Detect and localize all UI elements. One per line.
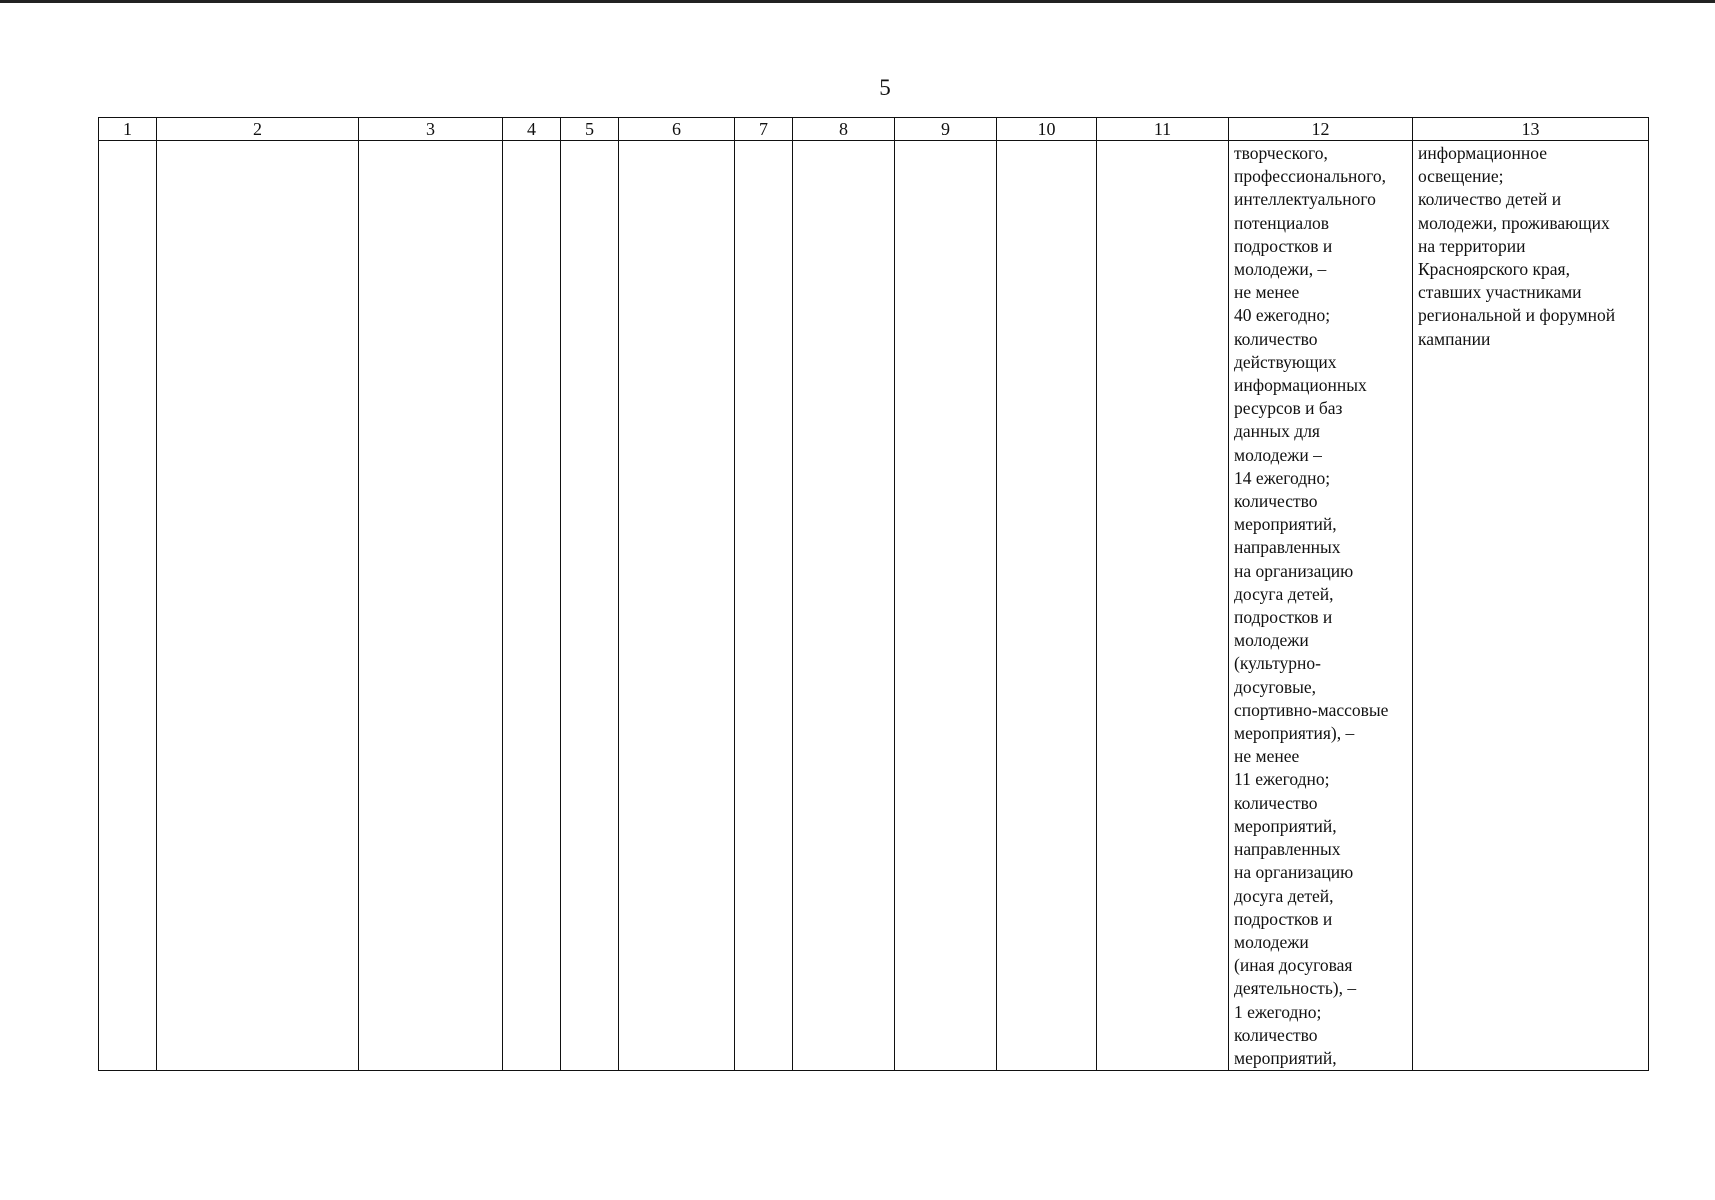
cell-col-2	[157, 141, 359, 1071]
cell-col-6	[619, 141, 735, 1071]
text-line: профессионального,	[1234, 166, 1387, 187]
text-line: спортивно-массовые	[1234, 699, 1389, 720]
text-line: (культурно-	[1234, 653, 1321, 674]
text-line: мероприятий,	[1234, 815, 1337, 836]
page-number: 5	[879, 75, 891, 100]
column-number-row	[99, 118, 1649, 141]
text-line: молодежи, проживающих	[1418, 212, 1610, 233]
column-header-8: 8	[793, 118, 895, 141]
text-line: на организацию	[1234, 862, 1354, 883]
cell-col-12	[1229, 141, 1413, 1071]
text-line: подростков и	[1234, 908, 1333, 929]
text-line: направленных	[1234, 537, 1341, 558]
text-line: подростков и	[1234, 235, 1333, 256]
text-line: мероприятий,	[1234, 1047, 1337, 1068]
text-line: 11 ежегодно;	[1234, 769, 1330, 790]
cell-col-7	[735, 141, 793, 1071]
text-line: творческого,	[1234, 143, 1328, 163]
text-line: молодежи	[1234, 931, 1309, 952]
column-header-12: 12	[1229, 118, 1413, 141]
cell-col-4	[503, 141, 561, 1071]
text-line: на территории	[1418, 235, 1526, 256]
text-line: не менее	[1234, 282, 1300, 303]
column-header-3: 3	[359, 118, 503, 141]
text-line: направленных	[1234, 839, 1341, 860]
column-header-5: 5	[561, 118, 619, 141]
text-line: на организацию	[1234, 560, 1354, 581]
cell-col-11	[1097, 141, 1229, 1071]
text-line: кампании	[1418, 328, 1491, 349]
text-line: информационных	[1234, 375, 1367, 396]
text-line: количество	[1234, 491, 1318, 512]
text-line: не менее	[1234, 746, 1300, 767]
text-line: досуговые,	[1234, 676, 1317, 697]
text-line: информационное	[1418, 143, 1547, 163]
text-line: данных для	[1234, 421, 1320, 442]
column-header-13: 13	[1413, 118, 1649, 141]
text-line: ресурсов и баз	[1234, 398, 1343, 419]
text-line: мероприятия), –	[1234, 723, 1355, 744]
text-line: молодежи –	[1234, 444, 1322, 465]
text-line: досуга детей,	[1234, 583, 1334, 604]
text-line: досуга детей,	[1234, 885, 1334, 906]
column-header-7: 7	[735, 118, 793, 141]
cell-col-5	[561, 141, 619, 1071]
cell-col-10	[997, 141, 1097, 1071]
text-line: региональной и форумной	[1418, 305, 1616, 326]
text-line: ставших участниками	[1418, 282, 1582, 303]
cell-col-3	[359, 141, 503, 1071]
column-header-11: 11	[1097, 118, 1229, 141]
column-header-2: 2	[157, 118, 359, 141]
column-header-1: 1	[99, 118, 157, 141]
text-line: мероприятий,	[1234, 514, 1337, 535]
text-line: интеллектуального	[1234, 189, 1376, 210]
text-line: действующих	[1234, 351, 1337, 372]
text-line: Красноярского края,	[1418, 259, 1570, 280]
text-line: количество	[1234, 1024, 1318, 1045]
text-line: подростков и	[1234, 607, 1333, 628]
text-line: количество	[1234, 792, 1318, 813]
text-line: молодежи, –	[1234, 259, 1327, 280]
text-line: освещение;	[1418, 166, 1504, 187]
column-header-10: 10	[997, 118, 1097, 141]
column-header-4: 4	[503, 118, 561, 141]
text-line: молодежи	[1234, 630, 1309, 651]
cell-col-9	[895, 141, 997, 1071]
text-line: 14 ежегодно;	[1234, 467, 1331, 488]
text-line: 1 ежегодно;	[1234, 1001, 1322, 1022]
text-line: потенциалов	[1234, 212, 1330, 233]
cell-col-8	[793, 141, 895, 1071]
text-line: количество детей и	[1418, 189, 1562, 210]
text-line: (иная досуговая	[1234, 955, 1353, 976]
column-header-6: 6	[619, 118, 735, 141]
table-row	[99, 141, 1649, 1071]
cell-col-1	[99, 141, 157, 1071]
cell-col-13	[1413, 141, 1649, 1071]
scan-top-edge	[0, 0, 1715, 3]
column-header-9: 9	[895, 118, 997, 141]
text-line: количество	[1234, 328, 1318, 349]
text-line: 40 ежегодно;	[1234, 305, 1331, 326]
col13-text	[1413, 141, 1648, 351]
col12-text	[1229, 141, 1412, 1070]
text-line: деятельность), –	[1234, 978, 1357, 999]
data-table	[98, 117, 1649, 1071]
